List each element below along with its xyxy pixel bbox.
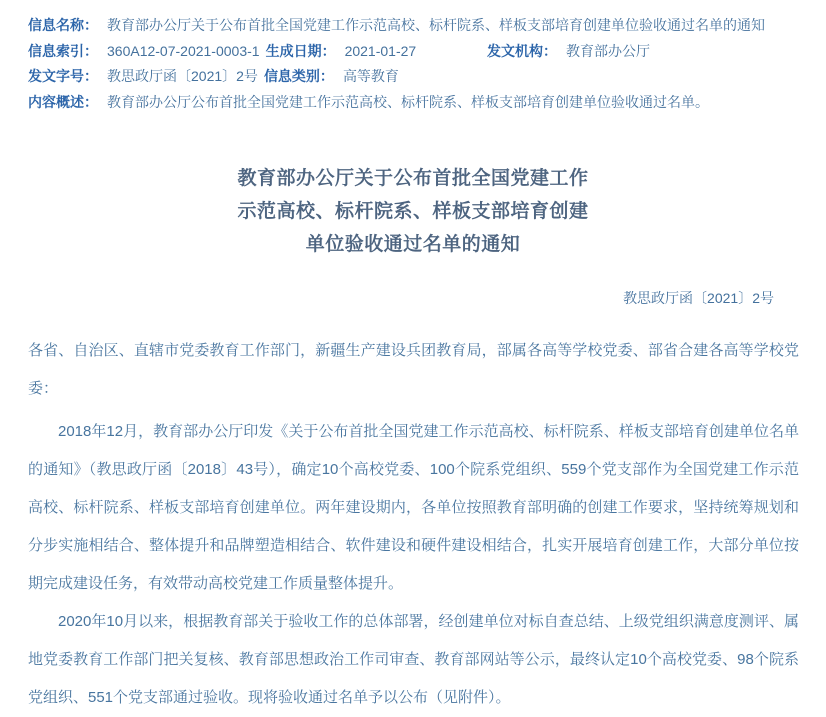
document-title-line-2: 示范高校、标杆院系、样板支部培育创建 (237, 201, 589, 222)
info-category-label: 信息类别： (263, 68, 334, 84)
document-title-line-1: 教育部办公厅关于公布首批全国党建工作 (237, 168, 589, 189)
meta-row-docnum-category (28, 64, 798, 90)
salutation: 各省、自治区、直辖市党委教育工作部门，新疆生产建设兵团教育局，部属各高等学校党委、部省合建各高等学校党委： (28, 342, 799, 397)
paragraph-1: 2018年12月，教育部办公厅印发《关于公布首批全国党建工作示范高校、标杆院系、样板支部培育创建单位名单的通知》（教思政厅函〔2018〕43号），确定10个高校党委、100个院系党组织、559个党支部作为全国党建工作示范高校、标杆院系、样板支部培育创建单位。两年建设期内，各单位按照教育部明确的创建工作要求，坚持统筹规划和分步实施相结合、整体提升和品牌塑造相结合、软件建设和硬件建设相结合，扎实开展培育创建工作，大部分单位按期完成建设任务，有效带动高校党建工作质量整体提升。 (28, 423, 799, 592)
document-title (0, 162, 826, 261)
info-category-value: 高等教育 (342, 68, 399, 84)
metadata-panel (0, 0, 826, 115)
info-index-label: 信息索引： (28, 42, 98, 59)
issuing-agency-value: 教育部办公厅 (566, 42, 650, 59)
document-body (0, 332, 826, 717)
info-index-value: 360A12-07-2021-0003-1 (107, 42, 260, 59)
meta-row-name (28, 13, 798, 39)
paragraph-2: 2020年10月以来，根据教育部关于验收工作的总体部署，经创建单位对标自查总结、上级党组织满意度测评、属地党委教育工作部门把关复核、教育部思想政治工作司审查、教育部网站等公示，最终认定10个高校党委、98个院系党组织、551个党支部通过验收。现将验收通过名单予以公布（见附件）。 (28, 613, 799, 706)
doc-number-label: 发文字号： (28, 68, 98, 84)
issuing-agency-label: 发文机构： (487, 42, 557, 59)
generate-date-label: 生成日期： (265, 42, 336, 59)
info-name-label: 信息名称： (28, 17, 98, 33)
content-summary-label: 内容概述： (28, 93, 98, 110)
doc-number-value: 教思政厅函〔2021〕2号 (107, 68, 258, 84)
meta-row-summary (28, 90, 798, 116)
document-reference-number: 教思政厅函〔2021〕2号 (623, 290, 774, 306)
content-summary-value: 教育部办公厅公布首批全国党建工作示范高校、标杆院系、样板支部培育创建单位验收通过名单。 (107, 93, 709, 110)
issuing-agency-group (487, 39, 650, 65)
meta-row-index-date-agency (28, 39, 798, 65)
document-title-line-3: 单位验收通过名单的通知 (305, 234, 521, 255)
generate-date-value: 2021-01-27 (344, 42, 417, 59)
info-name-value: 教育部办公厅关于公布首批全国党建工作示范高校、标杆院系、样板支部培育创建单位验收通过名单的通知 (107, 17, 765, 33)
